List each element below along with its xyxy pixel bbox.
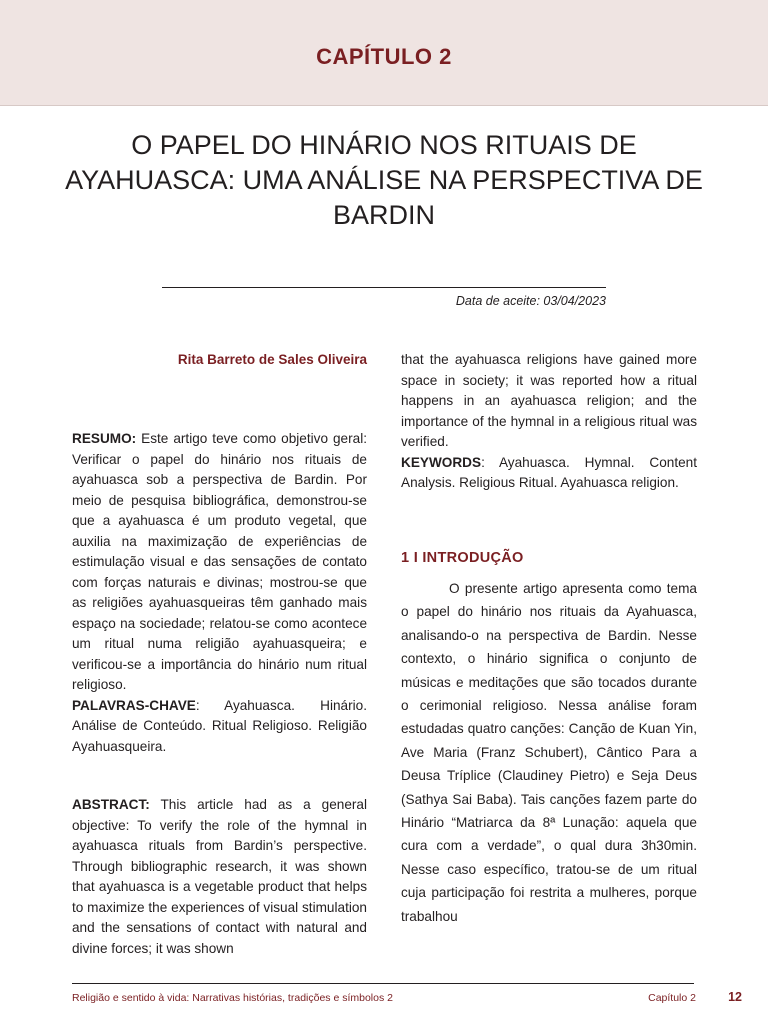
footer-divider: [72, 983, 694, 984]
introduction-paragraph: O presente artigo apresenta como tema o papel do hinário nos rituais da Ayahuasca, analisando-o na perspectiva de Bardin. Nesse contexto, o hinário significa o conjunto de músicas e meditações que são tocados durante o cerimonial religioso. Nessa análise foram estudadas quatro canções: Canção de Kuan Yin, Ave Maria (Franz Schubert), Cântico Para a Deusa Tríplice (Claudiney Pietro) e Seja Deus (Sathya Sai Baba). Tais canções fazem parte do Hinário “Matriarca da 8ª Lunação: aquela que cura com a verdade”, o qual dura 3h30min. Nesse caso específico, tratou-se de um ritual cuja participação foi restrita a mulheres, porque trabalhou: [401, 581, 697, 924]
title-divider: [162, 287, 606, 288]
chapter-header-band: [0, 0, 768, 106]
chapter-label: CAPÍTULO 2: [316, 44, 452, 69]
palavras-chave-paragraph: [72, 696, 367, 758]
introduction-heading: 1 I INTRODUÇÃO: [401, 550, 524, 566]
resumo-label: RESUMO:: [72, 431, 137, 446]
abstract-block-left: [72, 795, 367, 959]
keywords-text: : Ayahuasca. Hymnal. Content Analysis. Religious Ritual. Ayahuasca religion.: [401, 454, 697, 490]
abstract-paragraph-start: [72, 795, 367, 959]
abstract-paragraph-continued: that the ayahuasca religions have gained more space in society; it was reported how a ritual happens in an ayahuasca religion; and the importance of the hymnal in a religious ritual was verified.: [401, 352, 697, 449]
resumo-paragraph: [72, 429, 367, 696]
page-number: 12: [728, 990, 742, 1004]
resumo-block: [72, 429, 367, 757]
footer-book-title: Religião e sentido à vida: Narrativas histórias, tradições e símbolos 2: [72, 992, 393, 1004]
author-name: Rita Barreto de Sales Oliveira: [177, 352, 367, 367]
article-title: O PAPEL DO HINÁRIO NOS RITUAIS DE AYAHUASCA: UMA ANÁLISE NA PERSPECTIVA DE BARDIN: [65, 130, 703, 230]
abstract-label: ABSTRACT:: [72, 797, 150, 812]
keywords-paragraph: [401, 453, 697, 494]
palavras-chave-label: PALAVRAS-CHAVE: [72, 697, 196, 713]
introduction-block: [401, 577, 697, 928]
acceptance-date: Data de aceite: 03/04/2023: [455, 294, 606, 308]
palavras-chave-text: : Ayahuasca. Hinário. Análise de Conteúdo. Ritual Religioso. Religião Ayahuasqueira.: [72, 697, 367, 754]
resumo-text: Este artigo teve como objetivo geral: Verificar o papel do hinário nos rituais de ayahuasca sob a perspectiva de Bardin. Por meio de pesquisa bibliográfica, demonstrou-se que a ayahuasca é um produto vegetal, que auxilia na maximização de experiências de estimulação visual e das sensações de contato com forças naturais e divinas; mostrou-se que as religiões ayahuasqueiras têm ganhado mais espaço na sociedade; relatou-se como acontece um ritual numa religião ayahuasqueira; e verificou-se a importância do hinário num ritual religioso.: [72, 431, 367, 692]
abstract-block-right: [401, 350, 697, 494]
keywords-label: KEYWORDS: [401, 454, 482, 470]
abstract-text-part1: This article had as a general objective: To verify the role of the hymnal in ayahuasca rituals from Bardin’s perspective. Through bibliographic research, it was shown that ayahuasca is a vegetable product that helps to maximize the experiences of visual stimulation and the sensations of contact with natural and divine forces; it was shown: [72, 797, 367, 956]
footer-chapter: Capítulo 2: [648, 992, 696, 1004]
